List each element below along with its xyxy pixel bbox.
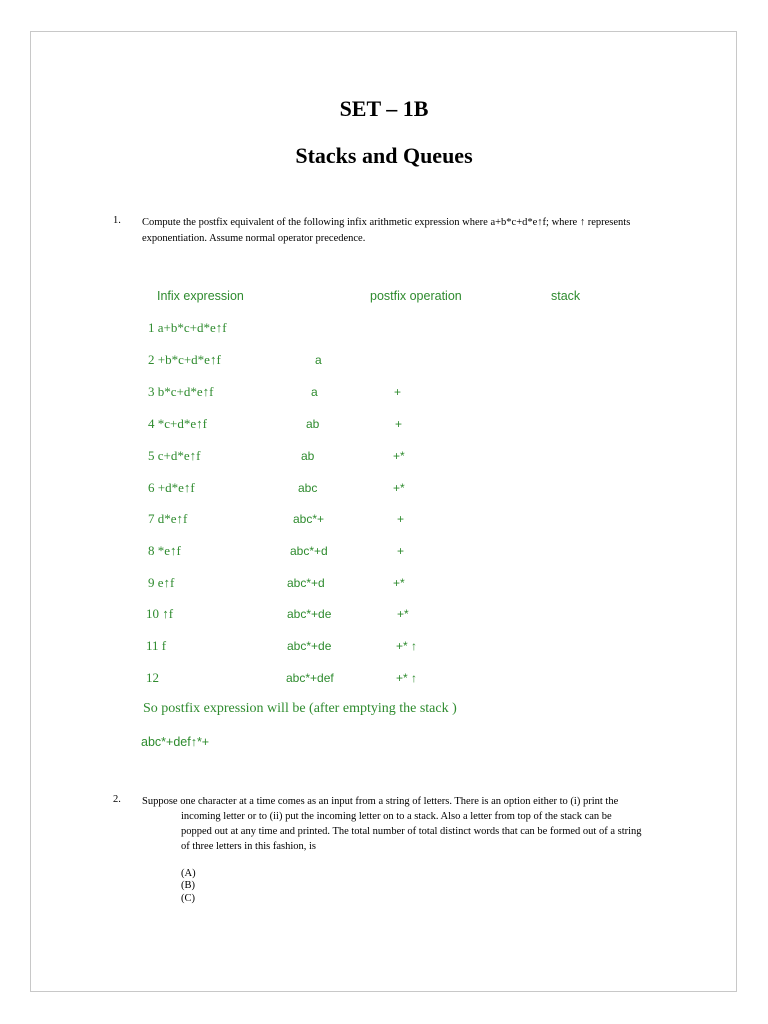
section-title: Stacks and Queues <box>295 143 473 168</box>
set-title: SET – 1B <box>339 96 429 121</box>
question-2-line-1: Suppose one character at a time comes as an input from a string of letters. There is an option either to (i) print the <box>142 796 619 807</box>
table-row-postfix: a <box>311 385 318 399</box>
table-row-stack: +* ↑ <box>396 671 418 685</box>
question-1-line-1: Compute the postfix equivalent of the following infix arithmetic expression where a+b*c+d*e↑f; where ↑ represents <box>142 217 631 228</box>
option-a: (A) <box>181 868 196 879</box>
table-row-infix: 3 b*c+d*e↑f <box>148 384 214 399</box>
option-b: (B) <box>181 880 195 891</box>
question-1-line-2: exponentiation. Assume normal operator precedence. <box>142 233 366 244</box>
table-row-postfix: abc <box>298 481 318 495</box>
table-row-infix: 7 d*e↑f <box>148 511 188 526</box>
table-row-stack: +* <box>397 607 409 621</box>
document-page <box>30 31 737 992</box>
table-row-stack: + <box>397 512 405 526</box>
table-row-infix: 4 *c+d*e↑f <box>148 416 207 431</box>
table-row-postfix: a <box>315 353 322 367</box>
question-2-number: 2. <box>113 794 121 805</box>
table-row-stack: +* <box>393 449 405 463</box>
table-row-infix: 5 c+d*e↑f <box>148 448 201 463</box>
table-row-stack: + <box>397 544 405 558</box>
table-row-postfix: ab <box>301 449 315 463</box>
table-row-postfix: abc*+def <box>286 671 334 685</box>
table-row-infix: 12 <box>146 670 159 685</box>
question-2-line-2: incoming letter or to (ii) put the incoming letter on to a stack. Also a letter from top of the stack can be <box>181 811 612 822</box>
table-row-infix: 11 f <box>146 638 167 653</box>
table-row-stack: +* <box>393 576 405 590</box>
table-row-stack: +* ↑ <box>396 639 418 653</box>
table-row-stack: +* <box>393 481 405 495</box>
table-row-postfix: abc*+de <box>287 639 332 653</box>
question-2-line-3: popped out at any time and printed. The total number of total distinct words that can be formed out of a string <box>181 826 642 837</box>
table-row-postfix: abc*+de <box>287 607 332 621</box>
table-row-postfix: abc*+ <box>293 512 325 526</box>
table-row-postfix: abc*+d <box>287 576 325 590</box>
table-row-infix: 6 +d*e↑f <box>148 480 195 495</box>
table-row-postfix: abc*+d <box>290 544 328 558</box>
postfix-answer: abc*+def↑*+ <box>141 735 210 749</box>
table-row-infix: 1 a+b*c+d*e↑f <box>148 320 227 335</box>
header-infix-expression: Infix expression <box>157 289 244 303</box>
table-row-infix: 2 +b*c+d*e↑f <box>148 352 221 367</box>
table-row-infix: 8 *e↑f <box>148 543 181 558</box>
table-row-stack: + <box>394 385 402 399</box>
table-row-infix: 10 ↑f <box>146 606 174 621</box>
option-c: (C) <box>181 893 195 904</box>
header-stack: stack <box>551 289 581 303</box>
table-row-postfix: ab <box>306 417 320 431</box>
question-2-line-4: of three letters in this fashion, is <box>181 841 317 852</box>
table-row-infix: 9 e↑f <box>148 575 175 590</box>
conclusion-text: So postfix expression will be (after emptying the stack ) <box>143 701 457 716</box>
table-row-stack: + <box>395 417 403 431</box>
header-postfix-operation: postfix operation <box>370 289 462 303</box>
question-1-number: 1. <box>113 215 121 226</box>
